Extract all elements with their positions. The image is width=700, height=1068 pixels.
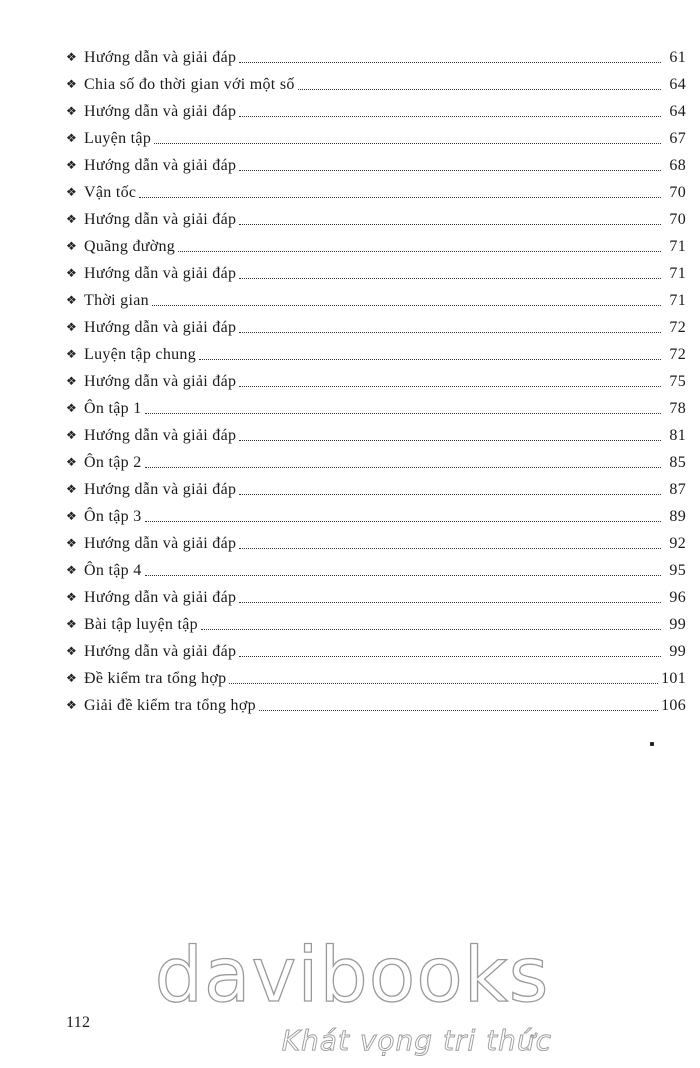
toc-entry-title: Hướng dẫn và giải đáp [84,372,237,390]
toc-entry [66,692,686,719]
toc-entry-title: Hướng dẫn và giải đáp [84,318,237,336]
diamond-bullet-icon: ❖ [66,374,78,388]
toc-entry [66,503,686,530]
table-of-contents [66,44,686,719]
toc-entry-page: 71 [669,237,686,255]
toc-entry-title: Quãng đường [84,237,176,255]
dot-leader [139,197,661,198]
toc-entry-page: 71 [669,291,686,309]
toc-entry-page: 99 [669,642,686,660]
dot-leader [239,386,661,387]
dot-leader [145,413,661,414]
toc-entry-title: Hướng dẫn và giải đáp [84,102,237,120]
toc-entry-title: Hướng dẫn và giải đáp [84,426,237,444]
toc-entry [66,476,686,503]
toc-entry-page: 64 [669,75,686,93]
diamond-bullet-icon: ❖ [66,617,78,631]
toc-entry-title: Hướng dẫn và giải đáp [84,48,237,66]
toc-entry [66,638,686,665]
toc-entry [66,125,686,152]
dot-leader [239,62,661,63]
dot-leader [239,440,661,441]
dot-leader [229,683,658,684]
toc-entry [66,233,686,260]
toc-entry-title: Thời gian [84,291,149,309]
diamond-bullet-icon: ❖ [66,482,78,496]
toc-entry-page: 89 [669,507,686,525]
toc-entry-title: Giải đề kiểm tra tổng hợp [84,696,256,714]
toc-entry [66,530,686,557]
diamond-bullet-icon: ❖ [66,347,78,361]
diamond-bullet-icon: ❖ [66,320,78,334]
toc-entry-page: 78 [669,399,686,417]
toc-entry-title: Ôn tập 3 [84,507,142,525]
diamond-bullet-icon: ❖ [66,455,78,469]
diamond-bullet-icon: ❖ [66,401,78,415]
toc-entry-title: Đề kiểm tra tổng hợp [84,669,227,687]
toc-entry-page: 71 [669,264,686,282]
toc-entry [66,395,686,422]
toc-entry-title: Hướng dẫn và giải đáp [84,210,237,228]
toc-entry [66,557,686,584]
dot-leader [239,494,661,495]
toc-entry-title: Hướng dẫn và giải đáp [84,156,237,174]
diamond-bullet-icon: ❖ [66,563,78,577]
diamond-bullet-icon: ❖ [66,266,78,280]
toc-entry-page: 72 [669,318,686,336]
diamond-bullet-icon: ❖ [66,50,78,64]
toc-entry-page: 70 [669,183,686,201]
toc-entry [66,98,686,125]
diamond-bullet-icon: ❖ [66,239,78,253]
toc-entry-page: 64 [669,102,686,120]
toc-entry [66,260,686,287]
toc-entry-title: Vận tốc [84,183,137,201]
toc-entry-title: Hướng dẫn và giải đáp [84,642,237,660]
toc-entry-page: 85 [669,453,686,471]
toc-entry-title: Bài tập luyện tập [84,615,198,633]
toc-entry [66,665,686,692]
toc-entry-page: 99 [669,615,686,633]
toc-entry [66,584,686,611]
toc-entry [66,152,686,179]
toc-entry [66,71,686,98]
toc-entry-page: 106 [661,696,686,714]
toc-entry [66,206,686,233]
toc-entry [66,368,686,395]
dot-leader [259,710,658,711]
dot-leader [178,251,661,252]
dot-leader [298,89,661,90]
watermark-tagline: Khát vọng tri thức [281,1024,552,1057]
diamond-bullet-icon: ❖ [66,158,78,172]
dot-leader [239,116,661,117]
diamond-bullet-icon: ❖ [66,428,78,442]
print-speck [650,742,654,746]
diamond-bullet-icon: ❖ [66,536,78,550]
page-number: 112 [66,1014,91,1031]
toc-entry-title: Hướng dẫn và giải đáp [84,480,237,498]
diamond-bullet-icon: ❖ [66,644,78,658]
diamond-bullet-icon: ❖ [66,590,78,604]
diamond-bullet-icon: ❖ [66,698,78,712]
toc-entry-page: 70 [669,210,686,228]
diamond-bullet-icon: ❖ [66,104,78,118]
toc-entry-title: Hướng dẫn và giải đáp [84,534,237,552]
toc-entry [66,341,686,368]
toc-entry-page: 61 [669,48,686,66]
dot-leader [201,629,661,630]
toc-entry [66,287,686,314]
dot-leader [239,656,661,657]
toc-entry-page: 68 [669,156,686,174]
dot-leader [239,548,661,549]
dot-leader [239,332,661,333]
toc-entry-title: Ôn tập 2 [84,453,142,471]
toc-entry-title: Hướng dẫn và giải đáp [84,588,237,606]
toc-entry-page: 87 [669,480,686,498]
toc-entry-page: 101 [661,669,686,687]
diamond-bullet-icon: ❖ [66,212,78,226]
toc-entry-page: 81 [669,426,686,444]
toc-entry-page: 72 [669,345,686,363]
diamond-bullet-icon: ❖ [66,293,78,307]
watermark-logo: davibooks [154,930,550,1019]
dot-leader [239,278,661,279]
toc-entry-page: 95 [669,561,686,579]
toc-entry [66,611,686,638]
dot-leader [154,143,661,144]
toc-entry-title: Hướng dẫn và giải đáp [84,264,237,282]
toc-entry-page: 67 [669,129,686,147]
dot-leader [145,521,661,522]
toc-entry-title: Ôn tập 4 [84,561,142,579]
toc-entry-page: 92 [669,534,686,552]
toc-entry-title: Luyện tập chung [84,345,197,363]
toc-entry [66,44,686,71]
toc-entry [66,422,686,449]
toc-entry-page: 96 [669,588,686,606]
toc-entry-page: 75 [669,372,686,390]
diamond-bullet-icon: ❖ [66,77,78,91]
toc-entry [66,179,686,206]
dot-leader [145,467,661,468]
dot-leader [239,170,661,171]
diamond-bullet-icon: ❖ [66,131,78,145]
diamond-bullet-icon: ❖ [66,185,78,199]
dot-leader [152,305,661,306]
diamond-bullet-icon: ❖ [66,671,78,685]
dot-leader [199,359,661,360]
toc-entry [66,314,686,341]
dot-leader [145,575,661,576]
toc-entry-title: Ôn tập 1 [84,399,142,417]
toc-entry [66,449,686,476]
toc-entry-title: Luyện tập [84,129,152,147]
dot-leader [239,602,661,603]
dot-leader [239,224,661,225]
toc-entry-title: Chia số đo thời gian với một số [84,75,295,93]
diamond-bullet-icon: ❖ [66,509,78,523]
